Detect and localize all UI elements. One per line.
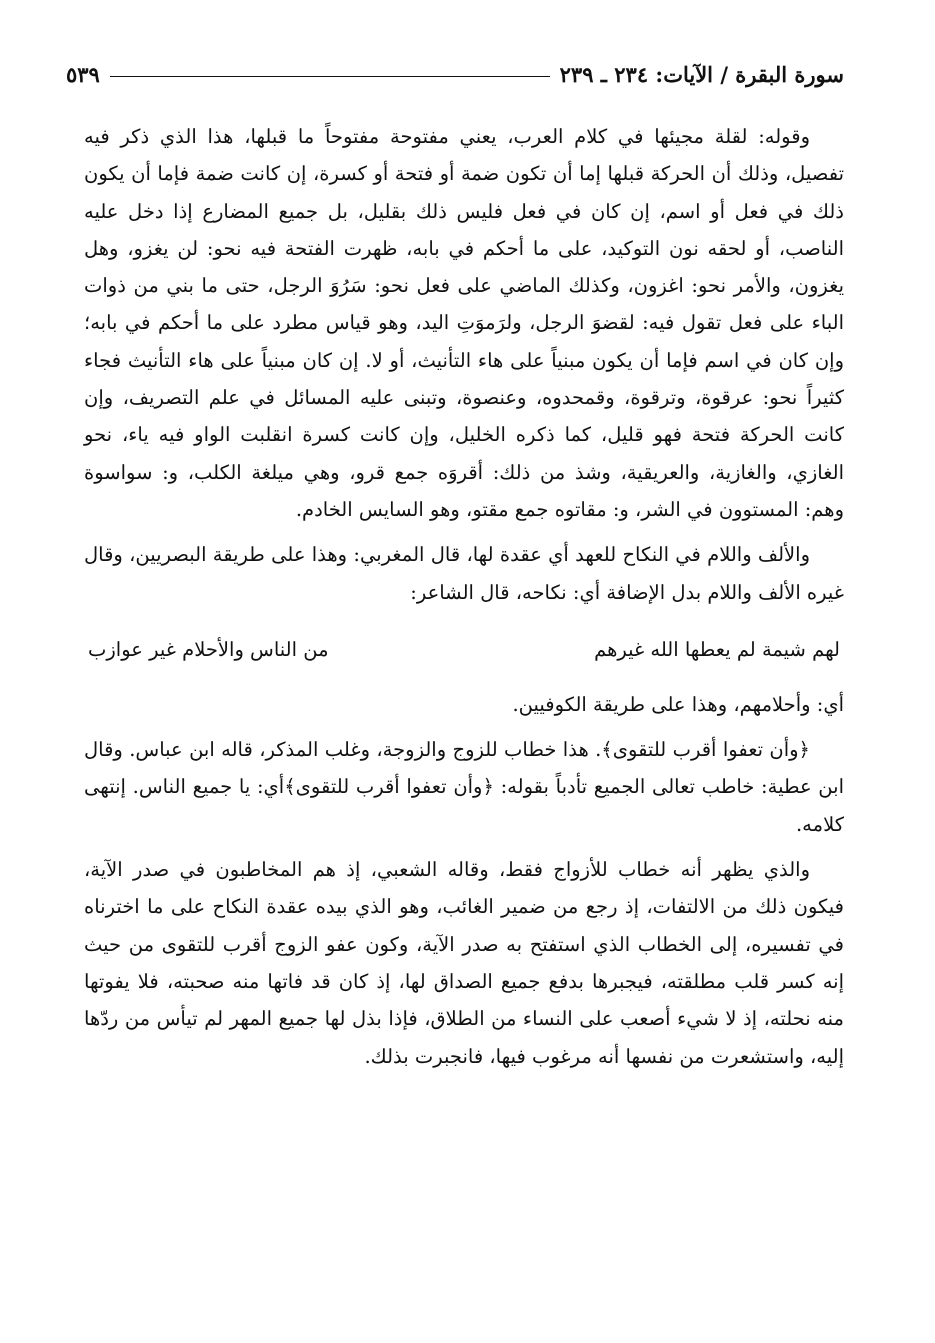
verse-second-hemistich: من الناس والأحلام غير عوازب — [88, 637, 329, 661]
paragraph-3: أي: وأحلامهم، وهذا على طريقة الكوفيين. — [512, 692, 844, 716]
page-body — [84, 118, 844, 1075]
header-rule — [110, 76, 550, 77]
paragraph-4: ﴿وأن تعفوا أقرب للتقوى﴾. هذا خطاب للزوج والزوجة، وغلب المذكر، قاله ابن عباس. وقال ابن عطية: خاطب تعالى الجميع تأدباً بقوله: ﴿وأن تعفوا أقرب للتقوى﴾أي: يا جميع الناس. إنتهى كلامه. — [84, 738, 844, 836]
poetry-verse — [84, 631, 844, 668]
paragraph-2: والألف واللام في النكاح للعهد أي عقدة لها، قال المغربي: وهذا على طريقة البصريين، وقال غيره الألف واللام بدل الإضافة أي: نكاحه، قال الشاعر: — [84, 543, 844, 604]
verse-first-hemistich: لهم شيمة لم يعطها الله غيرهم — [594, 637, 840, 661]
running-title: سورة البقرة / الآيات: ٢٣٤ ـ ٢٣٩ — [559, 61, 844, 87]
paragraph-1: وقوله: لقلة مجيئها في كلام العرب، يعني مفتوحة مفتوحاً ما قبلها، هذا الذي ذكر فيه تفصيل، وذلك أن الحركة قبلها إما أن تكون ضمة أو فتحة أو كسرة، إن كانت ضمة فإما أن يكون ذلك في فعل أو اسم، إن كان في فعل فليس ذلك بقليل، بل جميع المضارع إذا دخل عليه الناصب، أو لحقه نون التوكيد، على ما أحكم في بابه، ظهرت الفتحة فيه نحو: لن يغزو، وهل يغزون، والأمر نحو: اغزون، وكذلك الماضي على فعل نحو: سَرُوَ الرجل، حتى ما بني من ذوات الباء على فعل تقول فيه: لقضوَ الرجل، ولرَموَتِ اليد، وهو قياس مطرد على ما أحكم في بابه؛ وإن كان في اسم فإما أن يكون مبنياً على هاء التأنيث، أو لا. إن كان مبنياً على هاء التأنيث فجاء كثيراً نحو: عرقوة، وترقوة، وقمحدوه، وعنصوة، وتبنى عليه المسائل في علم التصريف، وإن كانت الحركة فتحة فهو قليل، كما ذكره الخليل، وإن كانت كسرة انقلبت الواو فيه ياء، نحو الغازي، والغازية، والعريقية، وشذ من ذلك: أقروَه جمع قرو، وهي ميلغة الكلب، و: سواسوة وهم: المستوون في الشر، و: مقاتوه جمع مقتو، وهو السايس الخادم. — [84, 125, 844, 521]
page-header — [66, 56, 844, 92]
page-number: ٥٣٩ — [66, 61, 100, 87]
paragraph-5: والذي يظهر أنه خطاب للأزواج فقط، وقاله الشعبي، إذ هم المخاطبون في صدر الآية، فيكون ذلك من الالتفات، إذ رجع من ضمير الغائب، وهو الذي بيده عقدة النكاح على ما اخترناه في تفسيره، إلى الخطاب الذي استفتح به صدر الآية، وكون عفو الزوج أقرب للتقوى من حيث إنه كسر قلب مطلقته، فيجبرها بدفع جميع الصداق لها، إذ كان قد فاتها منه صحبته، فلا يفوتها منه نحلته، إذ لا شيء أصعب على النساء من الطلاق، فإذا بذل لها جميع المهر لم تيأس من ردّها إليه، واستشعرت من نفسها أنه مرغوب فيها، فانجبرت بذلك. — [84, 858, 844, 1068]
